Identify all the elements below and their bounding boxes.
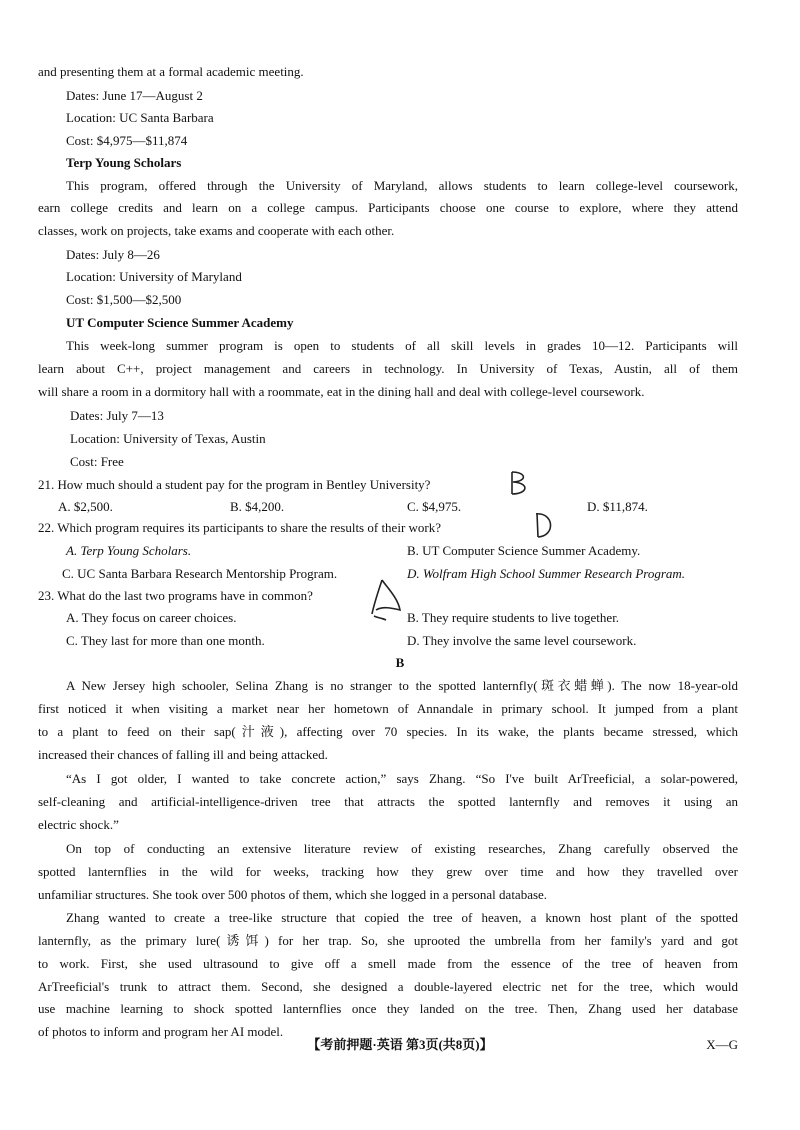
passage-b-p2-line: self-cleaning and artificial-intelligence-driven tree that attracts the spotted lanternfly and removes it using an [38, 794, 738, 809]
passage-b-p4-line: lanternfly, as the primary lure(诱饵) for her trap. So, she uprooted the umbrella from her family's yard and got [38, 933, 738, 948]
intro-tail: and presenting them at a formal academic meeting. [38, 64, 304, 79]
prog3-body-line: learn about C++, project management and careers in technology. In University of Texas, Austin, all of them [38, 361, 738, 376]
prog2-location: Location: University of Maryland [66, 269, 242, 284]
question-22-stem: 22. Which program requires its participants to share the results of their work? [38, 520, 442, 535]
passage-b-p1-line: increased their chances of falling ill and being attacked. [38, 747, 328, 762]
passage-b-p4-line: Zhang wanted to create a tree-like structure that copied the tree of heaven, a known host plant of the spotted [66, 910, 738, 925]
prog1-dates: Dates: June 17—August 2 [66, 88, 203, 103]
handwritten-answer-a [368, 576, 404, 622]
option-21-d: D. $11,874. [587, 499, 648, 514]
page-footer: 【考前押题·英语 第3页(共8页)】 [307, 1037, 493, 1052]
option-23-d: D. They involve the same level coursework. [407, 633, 637, 648]
prog2-dates: Dates: July 8—26 [66, 247, 160, 262]
prog2-body-line: classes, work on projects, take exams and cooperate with each other. [38, 223, 395, 238]
option-22-a: A. Terp Young Scholars. [66, 543, 192, 558]
prog2-body-line: earn college credits and learn on a college campus. Participants choose one course to explore, where they attend [38, 200, 738, 215]
prog1-location: Location: UC Santa Barbara [66, 110, 214, 125]
option-22-c: C. UC Santa Barbara Research Mentorship Program. [62, 566, 338, 581]
option-22-b: B. UT Computer Science Summer Academy. [407, 543, 641, 558]
passage-b-p2-line: electric shock.” [38, 817, 119, 832]
option-21-c: C. $4,975. [407, 499, 462, 514]
prog2-title: Terp Young Scholars [66, 155, 182, 170]
prog3-body-line: This week-long summer program is open to students of all skill levels in grades 10—12. Participants will [66, 338, 738, 353]
prog2-body-line: This program, offered through the University of Maryland, allows students to learn college-level coursework, [66, 178, 738, 193]
prog2-cost: Cost: $1,500—$2,500 [66, 292, 182, 307]
passage-b-p4-line: ArTreeficial's trunk to attract them. Second, she designed a double-layered electric net for the tree, which would [38, 979, 738, 994]
passage-b-p2-line: “As I got older, I wanted to take concrete action,” says Zhang. “So I've built ArTreeficial, a solar-powered, [66, 771, 738, 786]
option-23-a: A. They focus on career choices. [66, 610, 237, 625]
passage-b-p1-line: A New Jersey high schooler, Selina Zhang is no stranger to the spotted lanternfly(斑衣蜡蝉). The now 18-year-old [66, 678, 738, 693]
question-23-stem: 23. What do the last two programs have in common? [38, 588, 313, 603]
section-label-b: B [395, 655, 405, 670]
option-21-b: B. $4,200. [230, 499, 285, 514]
passage-b-p3-line: On top of conducting an extensive literature review of existing researches, Zhang carefully observed the [66, 841, 738, 856]
passage-b-p1-line: first noticed it when visiting a market near her hometown of Annandale in primary school. It jumped from a plant [38, 701, 738, 716]
passage-b-p3-line: unfamiliar structures. She took over 500 photos of them, which she logged in a personal database. [38, 887, 548, 902]
handwritten-answer-d [532, 510, 556, 540]
option-21-a: A. $2,500. [58, 499, 113, 514]
option-22-d: D. Wolfram High School Summer Research Program. [407, 566, 686, 581]
prog3-body-line: will share a room in a dormitory hall with a roommate, eat in the dining hall and deal with college-level coursework. [38, 384, 645, 399]
handwritten-answer-b [508, 470, 532, 496]
prog3-location: Location: University of Texas, Austin [70, 431, 266, 446]
passage-b-p3-line: spotted lanternflies in the wild for weeks, tracking how they grew over time and how they travelled over [38, 864, 738, 879]
passage-b-p4-line: use machine learning to shock spotted lanternflies once they landed on the tree. Then, Zhang used her database [38, 1001, 738, 1016]
question-21-stem: 21. How much should a student pay for the program in Bentley University? [38, 477, 431, 492]
prog3-dates: Dates: July 7—13 [70, 408, 164, 423]
paper-code: X—G [706, 1037, 738, 1052]
option-23-b: B. They require students to live together. [407, 610, 620, 625]
prog3-title: UT Computer Science Summer Academy [66, 315, 294, 330]
option-23-c: C. They last for more than one month. [66, 633, 265, 648]
passage-b-p1-line: to a plant to feed on their sap(汁液), affecting over 70 species. In its wake, the plants became stressed, which [38, 724, 738, 739]
passage-b-p4-line: to work. First, she used ultrasound to give off a smell made from the essence of the tree of heaven from [38, 956, 738, 971]
prog1-cost: Cost: $4,975—$11,874 [66, 133, 188, 148]
passage-b-p4-line: of photos to inform and program her AI model. [38, 1024, 284, 1039]
prog3-cost: Cost: Free [70, 454, 124, 469]
